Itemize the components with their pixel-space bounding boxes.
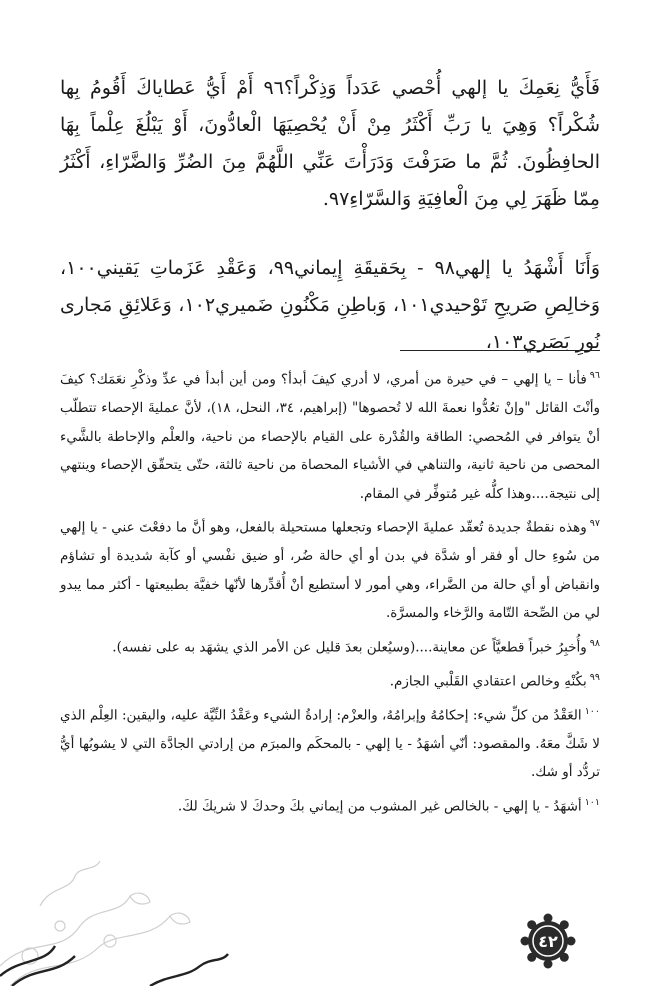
footnote-99 <box>60 664 600 696</box>
main-paragraph-2: وَأَنَا أَشْهَدُ يا إلهي٩٨ - بِحَقيقَةِ إِيماني٩٩، وَعَقْدِ عَزَماتِ يَقيني١٠٠، وَخالِصِ صَريحِ تَوْحيدي١٠١، وَباطِنِ مَكْنُونِ ضَميري١٠٢، وَعَلائِقِ مَجارى نُورِ بَصَري١٠٣، <box>60 257 600 353</box>
footnote-text: أشهَدُ - يا إلهي - بالخالص غير المشوب من إيماني بكَ وحدكَ لا شريكَ لكَ. <box>177 798 582 814</box>
footnote-number: ١٠١ <box>584 796 600 808</box>
footnote-101 <box>60 789 600 821</box>
footnote-number: ٩٧ <box>589 518 600 529</box>
footnote-number: ٩٩ <box>589 671 600 683</box>
main-paragraph-1: فَأَيُّ نِعَمِكَ يا إلهي أُحْصي عَدَداً وَذِكْراً؟٩٦ أَمْ أَيُّ عَطاياكَ أَقُومُ بِها شُكْراً؟ وَهِيَ يا رَبِّ أَكْثَرُ مِنْ أَنْ يُحْصِيَهَا الْعادُّونَ، أَوْ يَبْلُغَ عِلْماً بِهَا الحافِظُونَ. ثُمَّ ما صَرَفْتَ وَدَرَأْتَ عَنِّي اللَّهُمَّ مِنَ الضُرِّ وَالضَّرّاءِ، أَكْثَرُ مِمّا ظَهَرَ لِي مِنَ الْعافِيَةِ وَالسَّرّاءِ٩٧. <box>60 77 600 210</box>
footnote-97 <box>60 510 600 628</box>
footnote-divider <box>400 350 600 351</box>
footnotes <box>60 362 600 823</box>
footnote-text: فأنا – يا إلهي – في حيرة من أمري، لا أدري كيفَ أبدأ؟ ومن أين أبدأ في عدِّ وذكْرِ نعَمَك؟ كيفَ وأنْتَ القائل "وإنْ تعُدُّوا نعمةَ الله لا تُحصوها" (إبراهيم، ٣٤، النحل، ١٨)، لأنَّ عمليةَ الإحصاء تتطلّب أنْ يتوافر في المُحصي: الطاقة والقُدْرة على القيام بالإحصاء من ناحية، والعلْم والإحاطة بالشَّيء المحصى من ناحية ثانية، والتناهي في الأشياء المحصاة من ناحية ثالثة، حتّى يتحقّق الإحصاء وينتهي إلى نتيجة....وهذا كلُّه غير مُتوفِّر في المقام. <box>60 371 600 502</box>
page-number-badge <box>519 912 577 970</box>
footnote-98 <box>60 630 600 662</box>
page-number: ٤٢ <box>538 931 558 951</box>
footnote-number: ٩٦ <box>589 370 600 381</box>
footnote-number: ١٠٠ <box>584 705 600 717</box>
footnote-text: وأُخبِرُ خبراً قطعيَّاً عن معاينة....(وسيُعلن بعدَ قليل عن الأمر الذي يشهَد به على نفسه). <box>112 639 587 655</box>
footnote-96 <box>60 362 600 508</box>
footnote-100 <box>60 698 600 787</box>
footnote-number: ٩٨ <box>589 637 600 649</box>
footnote-text: بكُنْهِ وخالص اعتقادي القَلْبي الجازم. <box>389 673 587 689</box>
footnote-text: وهذه نقطةٌ جديدة تُعقّد عمليةَ الإحصاء وتجعلها مستحيلة بالفعل، وهو أنَّ ما دفعْتَ عني - يا إلهي من سُوءِ حال أو فقر أو شدَّة في بدن أو أي حالة ضُر، أو ضيق نفْسي أو كآبة شديدة أو تشاؤم وانقباض أو أي حالة من الضَّراء، وهي أمور لا أستطيع أنْ أُقدِّرها لأنّها خفيَّة بطبيعتها - أكثر مما يبدو لي من الصِّحة التّامة والرَّخاء والمسرَّة. <box>60 519 600 621</box>
footnote-text: العَقْدُ من كلِّ شيء: إحكامُهُ وإبرامُهُ، والعزْم: إرادةُ الشيء وعَقْدُ النِّيَّة عليه، واليقين: العِلْم الذي لا شَكَّ معَهُ. والمقصود: أنّي أشهَدُ - يا إلهي - بالمحكَم والمبرَم من إرادتي الجادَّة التي لا يشوبُها أيُّ تردُّد أو شك. <box>60 707 600 780</box>
floral-ornament <box>0 846 230 986</box>
